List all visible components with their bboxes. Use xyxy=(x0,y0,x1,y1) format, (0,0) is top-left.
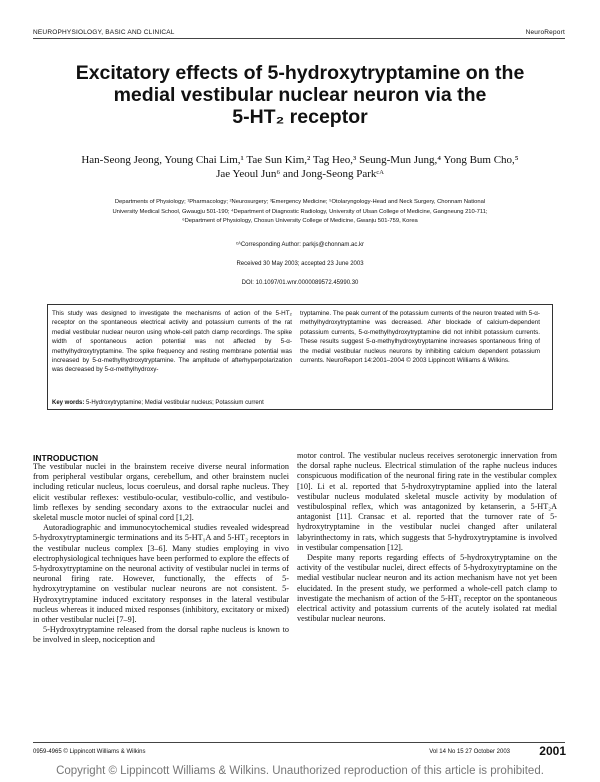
paragraph: 5-Hydroxytryptamine released from the dorsal raphe nucleus is known to be involved in sleep, nociception and xyxy=(33,625,289,645)
journal-section-header: NEUROPHYSIOLOGY, BASIC AND CLINICAL xyxy=(33,29,175,36)
paragraph: Despite many reports regarding effects of 5-hydroxytryptamine on the activity of the vestibular nuclei, direct effects of 5-hydroxytryptamine on the medial vestibular nuclear neuron and its action mechanism have not yet been elucidated. In the present study, we performed a whole-cell patch clamp to investigate the mechanism of action of the 5-HT₂ receptor on the spontaneous electrical activity and potassium currents of the acutely isolated rat medial vestibular nuclear neurons. xyxy=(297,553,557,624)
paragraph: motor control. The vestibular nucleus receives serotonergic innervation from the dorsal raphe nucleus. Electrical stimulation of the raphe nucleus induces conspicuous modification of the neuronal firing rate in the vestibular complex [10]. Li et al. reported that 5-hydroxytryptamine applied into the lateral vestibular nucleus modulated skeletal muscle activity by modulation of vestibulospinal reflex, which was antagonized by ketanserin, a 5-HT₂A antagonist [11]. Cransac et al. reported that the turnover rate of 5-hydroxytryptamine in the vestibular nuclei changed after unilateral labyrinthectomy in rats, which suggests that 5-hydroxytryptamine is involved in vestibular compensation [12]. xyxy=(297,451,557,552)
abstract-left-column: This study was designed to investigate the mechanisms of action of the 5-HT₂ receptor on the spontaneous electrical activity and potassium currents of the rat medial vestibular nuclear neuron using whole-cell patch clamp recordings. The spike width of spontaneous action potential was not affected by 5-α-methylhydroxytryptamine. The spike frequency and resting membrane potential was increased by 5-α-methylhydroxytryptamine. The amplitude of afterhyperpolarization was decreased by 5-α-methylhydroxy- xyxy=(52,310,292,374)
author-list xyxy=(40,153,560,181)
keywords-label: Key words: xyxy=(52,400,85,406)
affiliations xyxy=(40,198,560,227)
authors-line-1: Han-Seong Jeong, Young Chai Lim,¹ Tae Sun Kim,² Tag Heo,³ Seung-Mun Jung,⁴ Yong Bum Cho,⁵ xyxy=(81,154,519,166)
paragraph: The vestibular nuclei in the brainstem receive diverse neural information from peripheral vestibular organs, cerebellum, and other brainstem nuclei including reticular nucleus, locus coeruleus, and dorsal raphe nucleus. They elicit vestibular reflexes: vestibulo-ocular, vestibulo-collic, and vestibulo-limb reflexes by sending secondary axons to the extraocular nuclei and skeletal muscle motor nuclei of spinal cord [1,2]. xyxy=(33,462,289,523)
affiliation-line-3: ⁶Department of Physiology, Chosun University College of Medicine, Gwanju 501-759, Korea xyxy=(182,218,418,224)
title-line-3: 5-HT₂ receptor xyxy=(232,106,368,128)
article-title xyxy=(40,62,560,128)
issn-footer: 0959-4965 © Lippincott Williams & Wilkins xyxy=(33,749,146,755)
header-rule xyxy=(33,38,565,39)
paragraph: Autoradiographic and immunocytochemical studies revealed widespread 5-hydroxytryptaminergic terminations and its 5-HT₁A and 5-HT₂ receptors in the vestibular nucleus complex [3–6]. Many studies employing in vivo electrophysiological techniques have been performed to explore the effects of 5-hydroxytryptamine on the neuronal activity of vestibular nuclei in terms of neuronal firing rate. However, functionally, the effects of 5-hydroxytryptamine on vestibular nuclear neurons are not consistent. 5-Hydroxytryptamine induced excitatory responses in the lateral vestibular nucleus whereas it induced mixed responses (inhibitory, excitatory or mixed) in other vestibular nuclei [7–9]. xyxy=(33,523,289,625)
title-line-2: medial vestibular nuclear neuron via the xyxy=(113,84,487,106)
body-left-column xyxy=(33,462,289,646)
doi: DOI: 10.1097/01.wnr.0000089572.45990.30 xyxy=(241,280,359,286)
body-right-column xyxy=(297,451,557,624)
introduction-heading: INTRODUCTION xyxy=(33,453,99,463)
volume-footer: Vol 14 No 15 27 October 2003 xyxy=(429,749,510,755)
abstract-right-column: tryptamine. The peak current of the potassium currents of the neuron treated with 5-α-methylhydroxytryptamine was decreased. After blockade of calcium-dependent potassium currents, 5-α-methylhydroxytryptamine did not inhibit potassium currents. These results suggest 5-α-methylhydroxytryptamine increases spontaneous firing of the medial vestibular nucleus neurons by inhibiting calcium dependent potassium currents. NeuroReport 14:2001–2004 © 2003 Lippincott Williams & Wilkins. xyxy=(300,310,540,365)
page-number: 2001 xyxy=(539,744,566,758)
corresponding-author: ᶜᴬCorresponding Author: parkjs@chonnam.ac.kr xyxy=(236,242,364,248)
title-line-1: Excitatory effects of 5-hydroxytryptamine on the xyxy=(75,62,525,84)
journal-name-header: NeuroReport xyxy=(525,29,565,36)
keywords-text: 5-Hydroxytryptamine; Medial vestibular nucleus; Potassium current xyxy=(84,400,264,406)
received-dates: Received 30 May 2003; accepted 23 June 2003 xyxy=(236,261,364,267)
authors-line-2: Jae Yeoul Jun⁶ and Jong-Seong Parkᶜᴬ xyxy=(216,168,384,180)
footer-rule xyxy=(33,742,565,743)
affiliation-line-2: University Medical School, Gwaugju 501-190; ⁴Department of Diagnostic Radiology, University of Ulsan College of Medicine, Gangneung 210-711; xyxy=(112,208,488,215)
copyright-notice: Copyright © Lippincott Williams & Wilkins. Unauthorized reproduction of this article is prohibited. xyxy=(56,765,544,777)
affiliation-line-1: Departments of Physiology; ¹Pharmacology; ²Neurosurgery; ³Emergency Medicine; ⁵Otolaryngology-Head and Neck Surgery, Chonnam National xyxy=(114,199,486,205)
keywords xyxy=(52,400,264,406)
